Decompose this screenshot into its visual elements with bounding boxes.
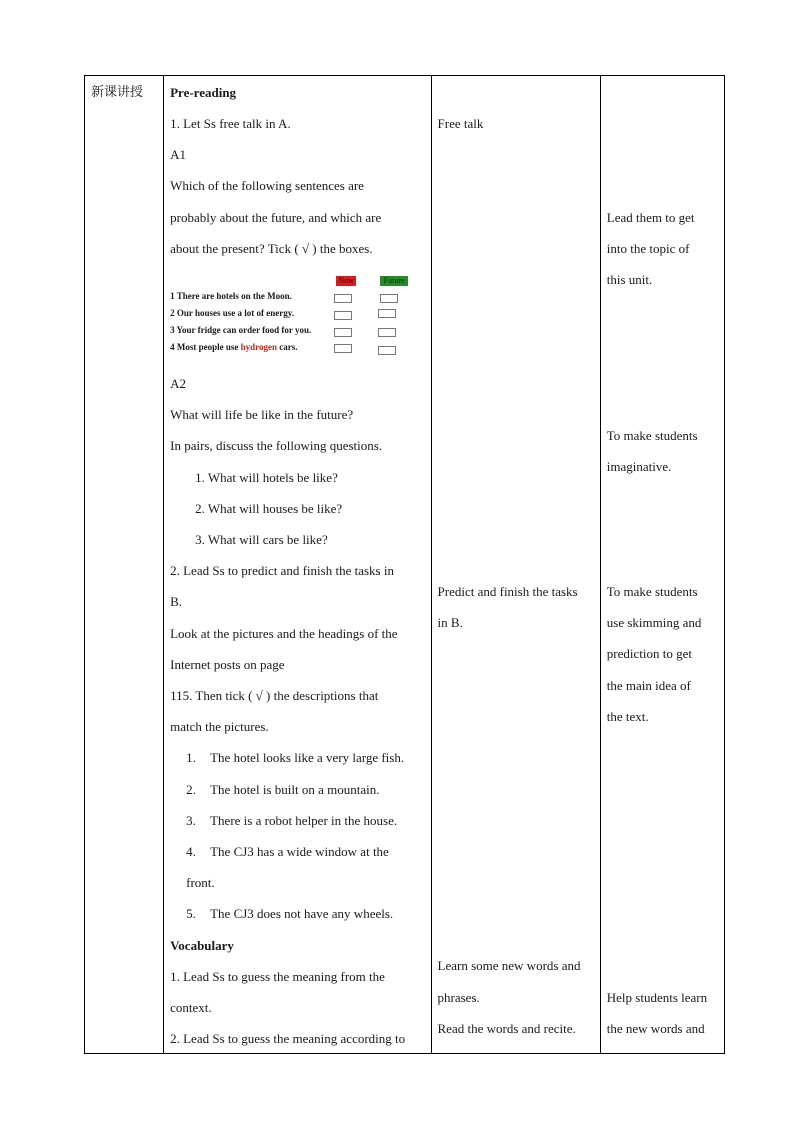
future-checkbox[interactable]	[378, 309, 396, 318]
b-item-number: 5.	[186, 906, 196, 921]
future-checkbox[interactable]	[378, 328, 396, 337]
b-item-number: 1.	[186, 750, 196, 765]
sentence-prefix: 4 Most people use	[170, 342, 241, 352]
student-activities-cell	[431, 76, 600, 1054]
lesson-plan-table	[84, 75, 725, 1054]
b-instruction-line: 115. Then tick ( √ ) the descriptions that	[170, 688, 379, 703]
purpose-text: To make students	[606, 428, 698, 443]
vocabulary-step: context.	[170, 1000, 212, 1015]
step2-text: 2. Lead Ss to predict and finish the tasks in	[170, 563, 394, 578]
a1-instruction-line: probably about the future, and which are	[170, 210, 382, 225]
b-item-text: The CJ3 has a wide window at the	[210, 844, 389, 859]
free-talk-text: Free talk	[437, 116, 484, 131]
step1-text: 1. Let Ss free talk in A.	[170, 116, 291, 131]
vocabulary-heading: Vocabulary	[170, 938, 234, 953]
vocabulary-step: 1. Lead Ss to guess the meaning from the	[170, 969, 385, 984]
teacher-activities-cell	[164, 76, 431, 1054]
now-checkbox[interactable]	[334, 328, 352, 337]
future-checkbox[interactable]	[378, 346, 396, 355]
a2-instruction: In pairs, discuss the following questions.	[170, 438, 383, 453]
learn-text: Learn some new words and	[437, 958, 581, 973]
a2-question-item: 3. What will cars be like?	[195, 532, 328, 547]
section-label: 新课讲授	[91, 85, 144, 100]
pre-reading-heading: Pre-reading	[170, 85, 237, 100]
a2-question-item: 1. What will hotels be like?	[195, 470, 338, 485]
future-header: Future	[380, 276, 408, 286]
tick-sentence: 3 Your fridge can order food for you.	[170, 325, 312, 335]
b-instruction-line: Internet posts on page	[170, 657, 285, 672]
a1-label: A1	[170, 147, 186, 162]
purpose-text: the main idea of	[606, 678, 691, 693]
step2-text: B.	[170, 594, 183, 609]
purpose-text: the new words and	[606, 1021, 705, 1036]
table-row	[85, 76, 725, 1054]
a2-question-item: 2. What will houses be like?	[195, 501, 343, 516]
future-checkbox[interactable]	[380, 294, 398, 303]
b-item-text: The hotel looks like a very large fish.	[210, 750, 405, 765]
now-checkbox[interactable]	[334, 344, 352, 353]
vocabulary-step: 2. Lead Ss to guess the meaning according to	[170, 1031, 406, 1046]
b-item-text: The hotel is built on a mountain.	[210, 782, 380, 797]
purpose-cell	[600, 76, 724, 1054]
b-item-number: 2.	[186, 782, 196, 797]
purpose-text: prediction to get	[606, 646, 692, 661]
highlight-word: hydrogen	[240, 342, 277, 352]
b-item-number: 4.	[186, 844, 196, 859]
purpose-text: use skimming and	[606, 615, 702, 630]
purpose-text: into the topic of	[606, 241, 690, 256]
learn-text: phrases.	[437, 990, 480, 1005]
a2-label: A2	[170, 376, 186, 391]
a1-instruction-line: about the present? Tick ( √ ) the boxes.	[170, 241, 373, 256]
a1-instruction-line: Which of the following sentences are	[170, 178, 364, 193]
b-item-text: There is a robot helper in the house.	[210, 813, 398, 828]
purpose-text: Help students learn	[606, 990, 708, 1005]
predict-text: Predict and finish the tasks	[437, 584, 578, 599]
b-item-text: The CJ3 does not have any wheels.	[210, 906, 394, 921]
now-checkbox[interactable]	[334, 294, 352, 303]
purpose-text: imaginative.	[606, 459, 672, 474]
purpose-text: To make students	[606, 584, 698, 599]
purpose-text: Lead them to get	[606, 210, 695, 225]
b-item-text-continued: front.	[186, 875, 215, 890]
now-checkbox[interactable]	[334, 311, 352, 320]
purpose-text: this unit.	[606, 272, 653, 287]
tick-table-figure	[170, 274, 420, 356]
b-instruction-line: match the pictures.	[170, 719, 269, 734]
tick-sentence	[170, 340, 297, 354]
a2-question: What will life be like in the future?	[170, 407, 354, 422]
b-item-number: 3.	[186, 813, 196, 828]
tick-sentence: 2 Our houses use a lot of energy.	[170, 308, 294, 318]
recite-text: Read the words and recite.	[437, 1021, 576, 1036]
now-header: Now	[336, 276, 356, 286]
b-instruction-line: Look at the pictures and the headings of the	[170, 626, 398, 641]
tick-sentence: 1 There are hotels on the Moon.	[170, 291, 292, 301]
purpose-text: the text.	[606, 709, 649, 724]
predict-text: in B.	[437, 615, 463, 630]
sentence-suffix: cars.	[276, 342, 298, 352]
stage-cell	[85, 76, 164, 1054]
